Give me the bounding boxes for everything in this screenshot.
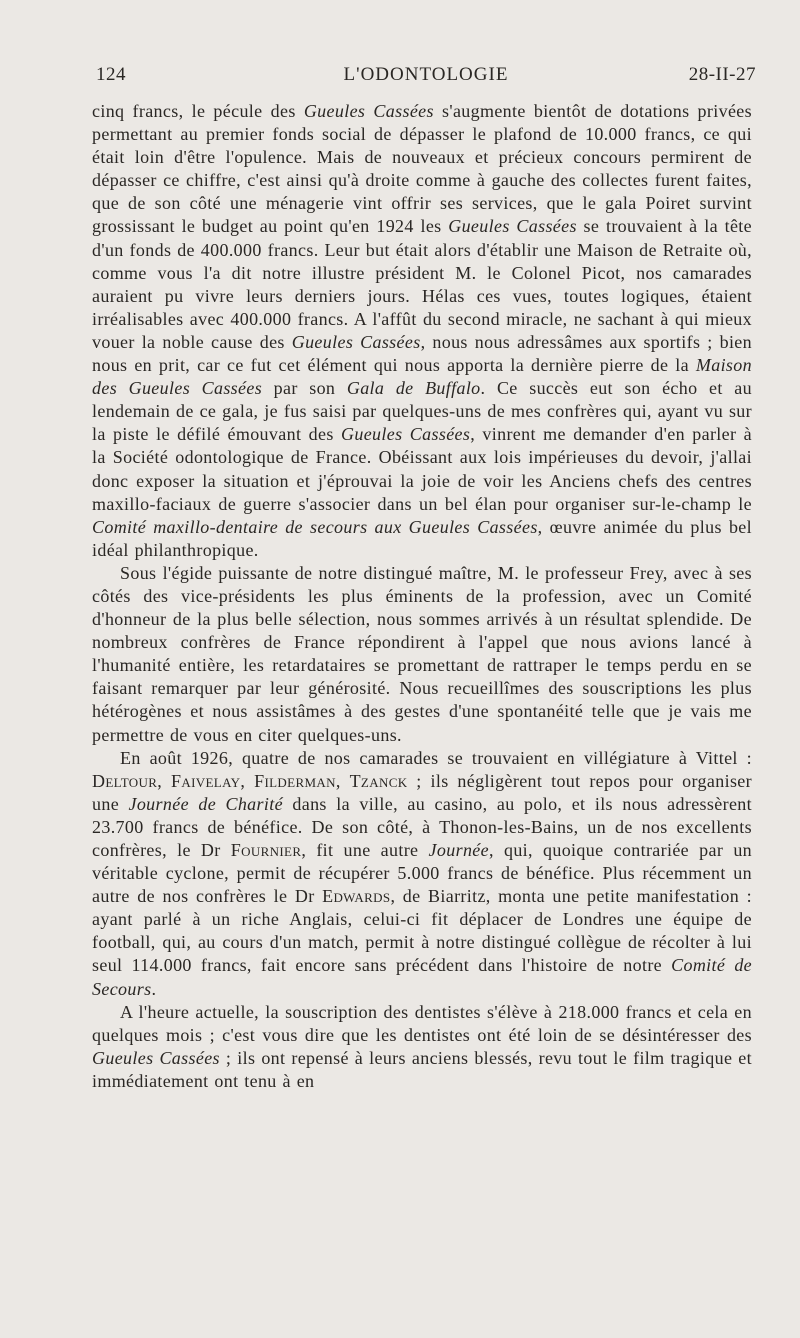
paragraph	[92, 100, 752, 562]
paragraph	[92, 1001, 752, 1093]
text-run: ,	[335, 770, 350, 791]
italic-run: Comité de Secours	[92, 955, 753, 999]
text-run: En août 1926, quatre de nos camarades se trouvaient en villégiature à Vittel :	[120, 747, 752, 768]
text-run: . Ce succès eut son écho et au lendemain de ce gala, je fus saisi par quelques-uns de mes confrères qui, ayant vu sur la piste le défilé émouvant des	[92, 378, 752, 445]
text-run: , fit une autre	[301, 840, 429, 860]
text-run: , de Biarritz, monta une petite manifestation : ayant parlé à un riche Anglais, celui-ci fit déplacer de Londres une équipe de football, qui, au cours d'un match, permit à notre distingué collègue de récolter à lui seul 114.000 francs, fait encore sans précédent dans l'histoire de notre	[92, 886, 752, 976]
italic-run: Comité maxillo-dentaire de secours aux Gueules Cassées	[92, 516, 538, 537]
italic-run: Gueules Cassées	[341, 424, 471, 445]
text-run: , vinrent me demander d'en parler à la Société odontologique de France. Obéissant aux lois impérieuses du devoir, j'allai donc exposer la situation et j'éprouvai la joie de voir les Anciens chefs des centres maxillo-faciaux de guerre s'associer dans un bel élan pour organiser sur-le-champ le	[92, 424, 752, 514]
name-run: Edwards	[322, 886, 391, 907]
text-run: , qui, quoique contrariée par un véritable cyclone, permit de récupérer 5.000 francs de bénéfice. Plus récemment un autre de nos confrères le Dr	[92, 840, 753, 907]
name-run: Deltour	[92, 770, 158, 791]
italic-run: Maison des Gueules Cassées	[92, 355, 752, 399]
body-text	[92, 100, 752, 1093]
text-run: dans la ville, au casino, au polo, et ils nous adressèrent 23.700 francs de bénéfice. De son côté, à Thonon-les-Bains, un de nos excellents confrères, le Dr	[92, 793, 752, 860]
italic-run: Gueules Cassées	[303, 101, 434, 121]
italic-run: Gueules Cassées	[92, 1047, 220, 1068]
italic-run: Gala de Buffalo	[346, 378, 481, 399]
text-run: ; ils ont repensé à leurs anciens blessés, revu tout le film tragique et immédiatement ont tenu à en	[92, 1047, 752, 1091]
name-run: Faivelay	[171, 770, 241, 791]
text-run: A l'heure actuelle, la souscription des dentistes s'élève à 218.000 francs et cela en quelques mois ; c'est vous dire que les dentistes ont été loin de se désintéresser des	[92, 1001, 752, 1045]
text-run: Sous l'égide puissante de notre distingué maître, M. le professeur Frey, avec à ses côtés des vice-présidents les plus éminents de la profession, avec un Comité d'honneur de la plus belle sélection, nous sommes arrivés à un résultat splendide. De nombreux confrères de France répondirent à l'appel que nous avions lancé à l'humanité entière, les retardataires se promettant de rattraper le temps perdu en se faisant remarquer par leur générosité. Nous recueillîmes des souscriptions les plus hétérogènes et nous assistâmes à des gestes d'une spontanéité telle que je vais me permettre de vous en citer quelques-uns.	[92, 562, 752, 745]
text-run: ; ils négligèrent tout repos pour organiser une	[92, 770, 752, 814]
issue-date: 28-II-27	[688, 64, 756, 85]
text-run: ,	[157, 770, 171, 791]
text-run: ,	[240, 770, 255, 791]
page-number: 124	[96, 64, 126, 85]
italic-run: Journée de Charité	[128, 793, 283, 814]
name-run: Fournier	[230, 840, 302, 860]
text-run: cinq francs, le pécule des	[92, 101, 304, 121]
italic-run: Gueules Cassées	[448, 216, 577, 237]
page-header	[96, 64, 756, 88]
text-run: .	[151, 978, 157, 999]
italic-run: Gueules Cassées	[291, 331, 421, 352]
paragraph	[92, 562, 752, 747]
text-run: se trouvaient à la tête d'un fonds de 400.000 francs. Leur but était alors d'établir une Maison de Retraite où, comme vous l'a dit notre illustre président M. le Colonel Picot, nos camarades auraient pu vivre leurs derniers jours. Hélas ces vues, toutes logiques, étaient irréalisables avec 400.000 francs. A l'affût du second miracle, ne sachant à qui mieux vouer la noble cause des	[92, 216, 752, 352]
text-run: , nous nous adressâmes aux sportifs ; bien nous en prit, car ce fut cet élément qui nous apporta la dernière pierre de la	[92, 331, 752, 376]
italic-run: Journée	[428, 840, 489, 860]
paragraph	[92, 747, 752, 1001]
text-run: s'augmente bientôt de dotations privées permettant au premier fonds social de dépasser le plafond de 10.000 francs, ce qui était loin d'être l'opulence. Mais de nouveaux et précieux concours permirent de dépasser ce chiffre, c'est ainsi qu'à droite comme à gauche des collectes furent faites, que de son côté une ménagerie vint offrir ses services, que le gala Poiret survint grossissant le budget au point qu'en 1924 les	[92, 101, 752, 237]
running-title: L'ODONTOLOGIE	[343, 64, 509, 85]
name-run: Tzanck	[349, 770, 408, 791]
text-run: par son	[262, 378, 347, 399]
name-run: Filderman	[254, 770, 336, 791]
text-run: , œuvre animée du plus bel idéal philanthropique.	[92, 516, 752, 560]
